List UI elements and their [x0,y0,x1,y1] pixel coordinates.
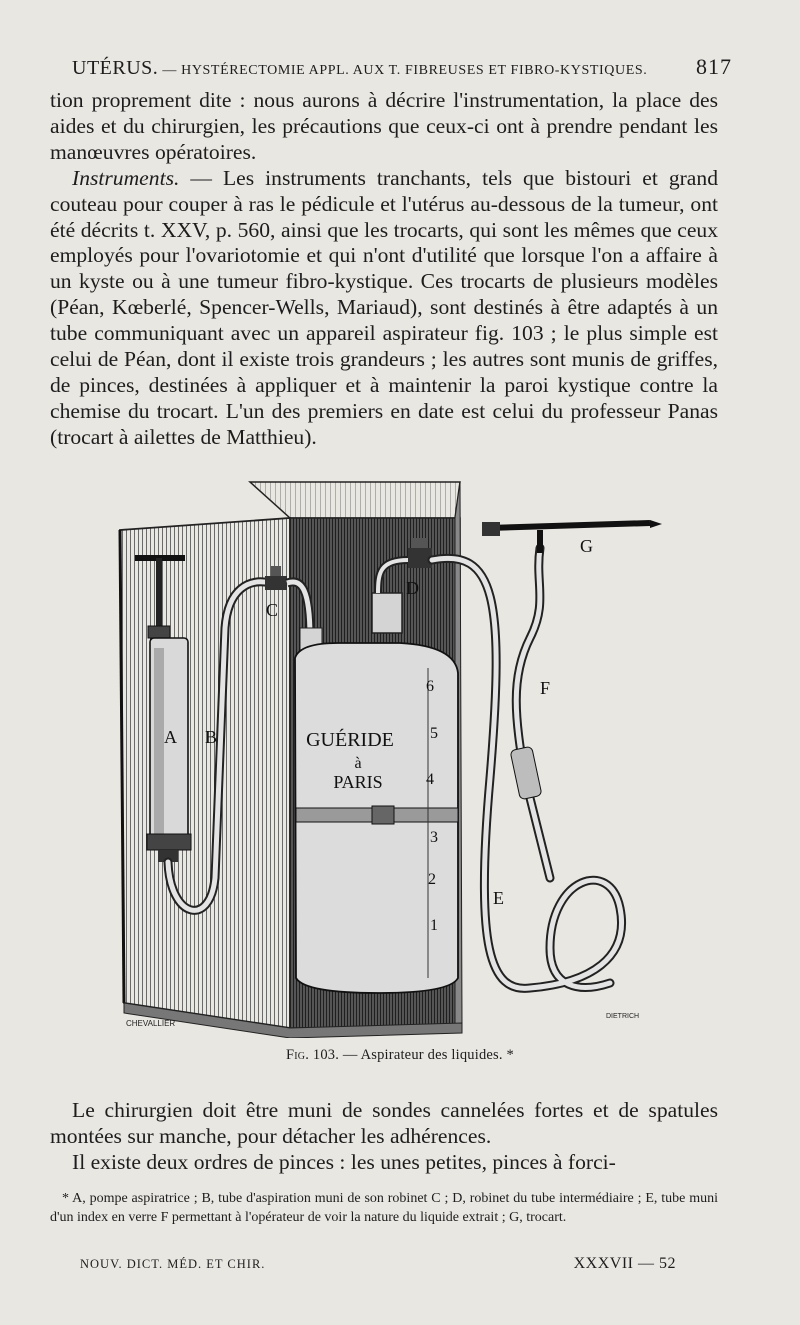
running-title [72,57,647,80]
footnote: * A, pompe aspiratrice ; B, tube d'aspiration muni de son robinet C ; D, robinet du tube intermédiaire ; E, tube muni d'un index en verre F permettant à l'opérateur de voir la nature du liquide extrait ; G, trocart. [50,1191,718,1225]
scale-6: 6 [426,678,434,695]
scale-5: 5 [430,725,438,742]
label-E: E [493,888,504,908]
caption-text: — Aspirateur des liquides. * [339,1047,514,1063]
bottle-maker: GUÉRIDE [306,729,394,751]
footer-signature: XXXVII — 52 [573,1255,676,1272]
footer-publication: NOUV. DICT. MÉD. ET CHIR. [80,1257,266,1271]
trocart-G [482,520,662,553]
header-section: UTÉRUS. [72,57,159,79]
box-door [120,518,290,1028]
scale-2: 2 [428,871,436,888]
figure-aspirator [110,478,670,1038]
body-text-lower [50,1098,718,1176]
scale-1: 1 [430,917,438,934]
header-dash: — [158,63,182,78]
instruments-lead: Instruments. [72,165,180,190]
label-A: A [164,727,177,747]
label-G: G [580,536,593,556]
running-header [72,54,732,80]
label-C: C [266,600,279,620]
page-footer [80,1255,676,1273]
header-subtitle: HYSTÉRECTOMIE APPL. AUX T. FIBREUSES ET FIBRO-KYSTIQUES. [181,63,648,78]
label-D: D [406,578,419,598]
signature-left: CHEVALLIER [126,1019,176,1028]
paragraph-continuation: tion proprement dite : nous aurons à décrire l'instrumentation, la place des aides et du chirurgien, les précautions que ceux-ci ont à prendre pendant les manœuvres opératoires. [50,88,718,164]
paragraph-instruments [50,166,718,451]
paragraph-surgeon: Le chirurgien doit être muni de sondes cannelées fortes et de spatules montées sur manche, pour détacher les adhérences. [50,1098,718,1148]
caption-fig: Fig. 103. [286,1047,340,1063]
figure-caption [0,1047,800,1064]
page-number: 817 [696,54,732,79]
label-B: B [205,727,218,747]
label-F: F [540,678,551,698]
scale-3: 3 [430,829,438,846]
aspirator-illustration [110,478,670,1038]
body-text [50,88,718,451]
scale-4: 4 [426,771,434,788]
glass-index-F [510,746,542,799]
bottle-a: à [354,755,362,772]
paragraph-pinces: Il existe deux ordres de pinces : les unes petites, pinces à forci- [72,1149,616,1174]
signature-right: DIETRICH [606,1013,640,1020]
instruments-text: — Les instruments tranchants, tels que bistouri et grand couteau pour couper à ras le pédicule et l'utérus au-dessous de la tumeur, ont été décrits t. XXV, p. 560, ainsi que les trocarts, qui sont les mêmes que ceux employés pour l'ovariotomie et qui n'ont d'utilité que lorsque l'on a affaire à un kyste ou à une tumeur fibro-kystique. Ces trocarts de plusieurs modèles (Péan, Kœberlé, Spencer-Wells, Mariaud), sont destinés à être adaptés à un tube communiquant avec un appareil aspirateur fig. 103 ; le plus simple est celui de Péan, dont il existe trois grandeurs ; les autres sont munis de griffes, de pinces, destinées à appliquer et à maintenir la paroi kystique contre la chemise du trocart. L'un des premiers en date est celui du professeur Panas (trocart à ailettes de Matthieu). [50,165,718,449]
bottle-city: PARIS [333,772,383,792]
